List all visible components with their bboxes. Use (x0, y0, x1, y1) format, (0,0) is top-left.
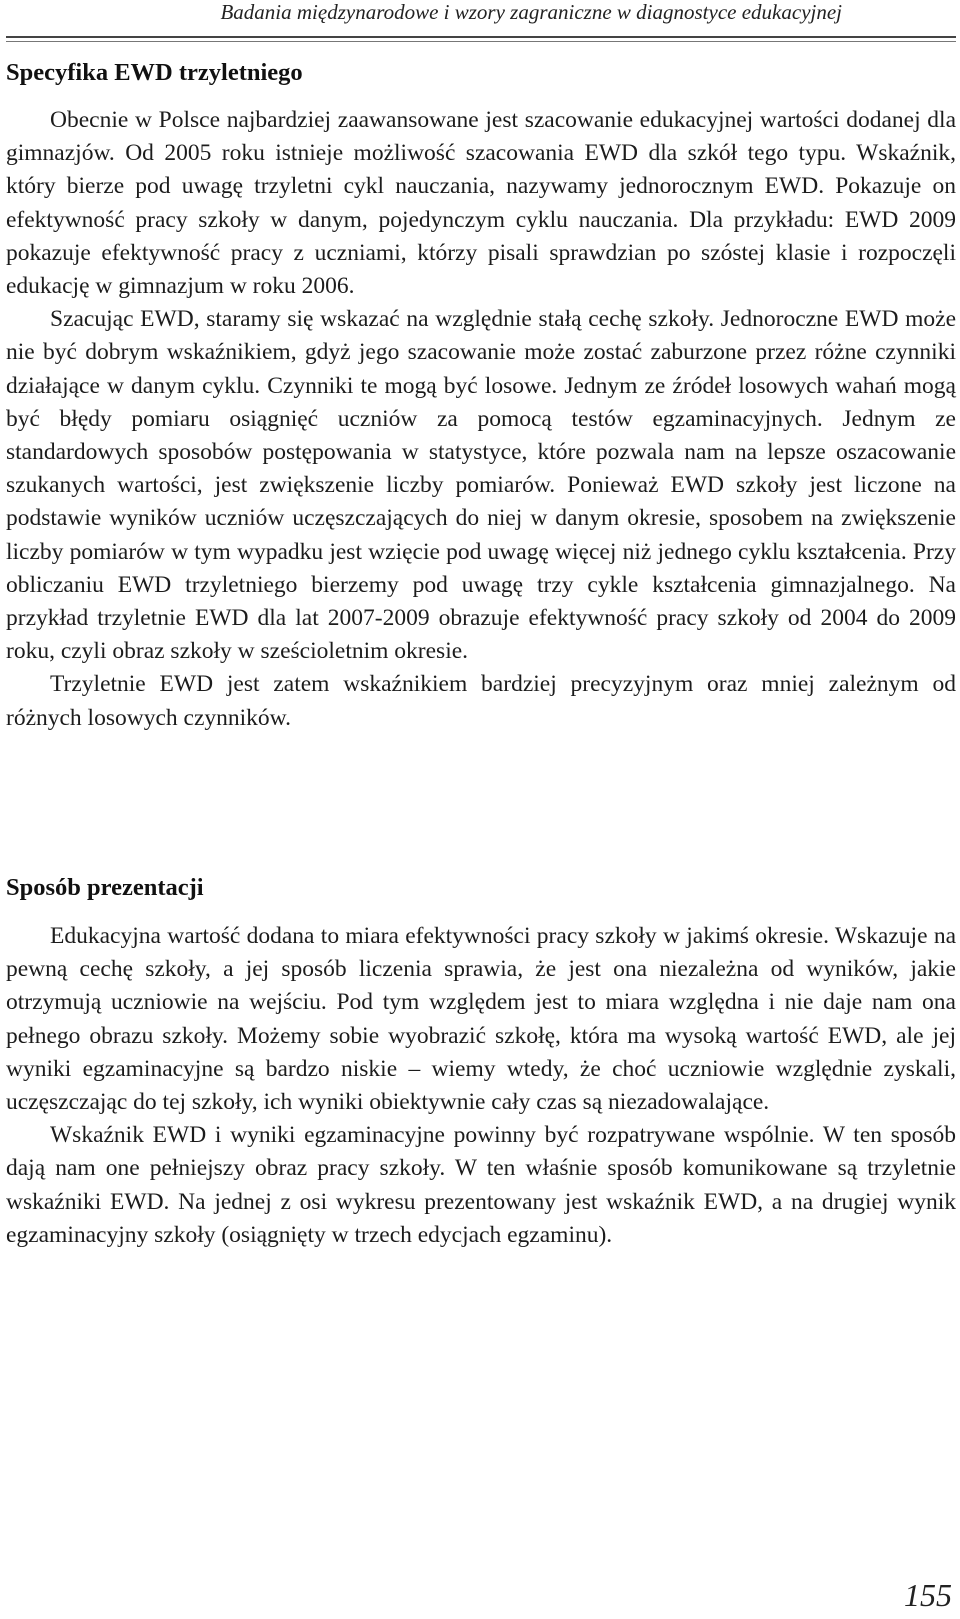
paragraph: Obecnie w Polsce najbardziej zaawansowane jest szacowanie edukacyjnej wartości dodanej dla gimnazjów. Od 2005 roku istnieje możliwość szacowania EWD dla szkół tego typu. Wskaźnik, który bierze pod uwagę trzyletni cykl nauczania, nazywamy jednorocznym EWD. Pokazuje on efektywność pracy szkoły w danym, pojedynczym cyklu nauczania. Dla przykładu: EWD 2009 pokazuje efektywność pracy z uczniami, którzy pisali sprawdzian po szóstej klasie i rozpoczęli edukację w gimnazjum w roku 2006. (6, 107, 956, 300)
paragraph: Wskaźnik EWD i wyniki egzaminacyjne powinny być rozpatrywane wspólnie. W ten sposób dają nam one pełniejszy obraz pracy szkoły. W ten właśnie sposób komunikowane są trzyletnie wskaźniki EWD. Na jednej z osi wykresu prezentowany jest wskaźnik EWD, a na drugiej wynik egzaminacyjny szkoły (osiągnięty w trzech edycjach egzaminu). (6, 1122, 956, 1248)
section-heading-sposob-prezentacji: Sposób prezentacji (6, 874, 204, 901)
section-body-sposob-prezentacji (6, 920, 956, 1252)
running-header: Badania międzynarodowe i wzory zagraniczne w diagnostyce edukacyjnej (220, 0, 842, 24)
section-body-specyfika (6, 104, 956, 735)
paragraph: Trzyletnie EWD jest zatem wskaźnikiem bardziej precyzyjnym oraz mniej zależnym od różnych losowych czynników. (6, 671, 956, 731)
paragraph: Edukacyjna wartość dodana to miara efektywności pracy szkoły w jakimś okresie. Wskazuje na pewną cechę szkoły, a jej sposób liczenia sprawia, że jest ona niezależna od wyników, jakie otrzymują uczniowie na wejściu. Pod tym względem jest to miara względna i nie daje nam ona pełnego obrazu szkoły. Możemy sobie wyobrazić szkołę, która ma wysoką wartość EWD, ale jej wyniki egzaminacyjne są bardzo niskie – wiemy wtedy, że choć uczniowie względnie zyskali, uczęszczając do tej szkoły, ich wyniki obiektywnie cały czas są niezadowalające. (6, 923, 956, 1116)
paragraph: Szacując EWD, staramy się wskazać na względnie stałą cechę szkoły. Jednoroczne EWD może nie być dobrym wskaźnikiem, gdyż jego szacowanie może zostać zaburzone przez różne czynniki działające w danym cyklu. Czynniki te mogą być losowe. Jednym ze źródeł losowych wahań mogą być błędy pomiaru osiągnięć uczniów za pomocą testów egzaminacyjnych. Jednym ze standardowych sposobów postępowania w statystyce, które pozwala nam na lepsze oszacowanie szukanych wartości, jest zwiększenie liczby pomiarów. Ponieważ EWD szkoły jest liczone na podstawie wyników uczniów uczęszczających do niej w danym okresie, sposobem na zwiększenie liczby pomiarów w tym wypadku jest wzięcie pod uwagę więcej niż jednego cyklu kształcenia. Przy obliczaniu EWD trzyletniego bierzemy pod uwagę trzy cykle kształcenia gimnazjalnego. Na przykład trzyletnie EWD dla lat 2007-2009 obrazuje efektywność pracy szkoły od 2004 do 2009 roku, czyli obraz szkoły w sześcioletnim okresie. (6, 306, 956, 665)
header-rule (6, 36, 956, 38)
page-number: 155 (904, 1577, 952, 1613)
section-heading-specyfika: Specyfika EWD trzyletniego (6, 59, 303, 86)
header-rule-thin (6, 41, 956, 42)
